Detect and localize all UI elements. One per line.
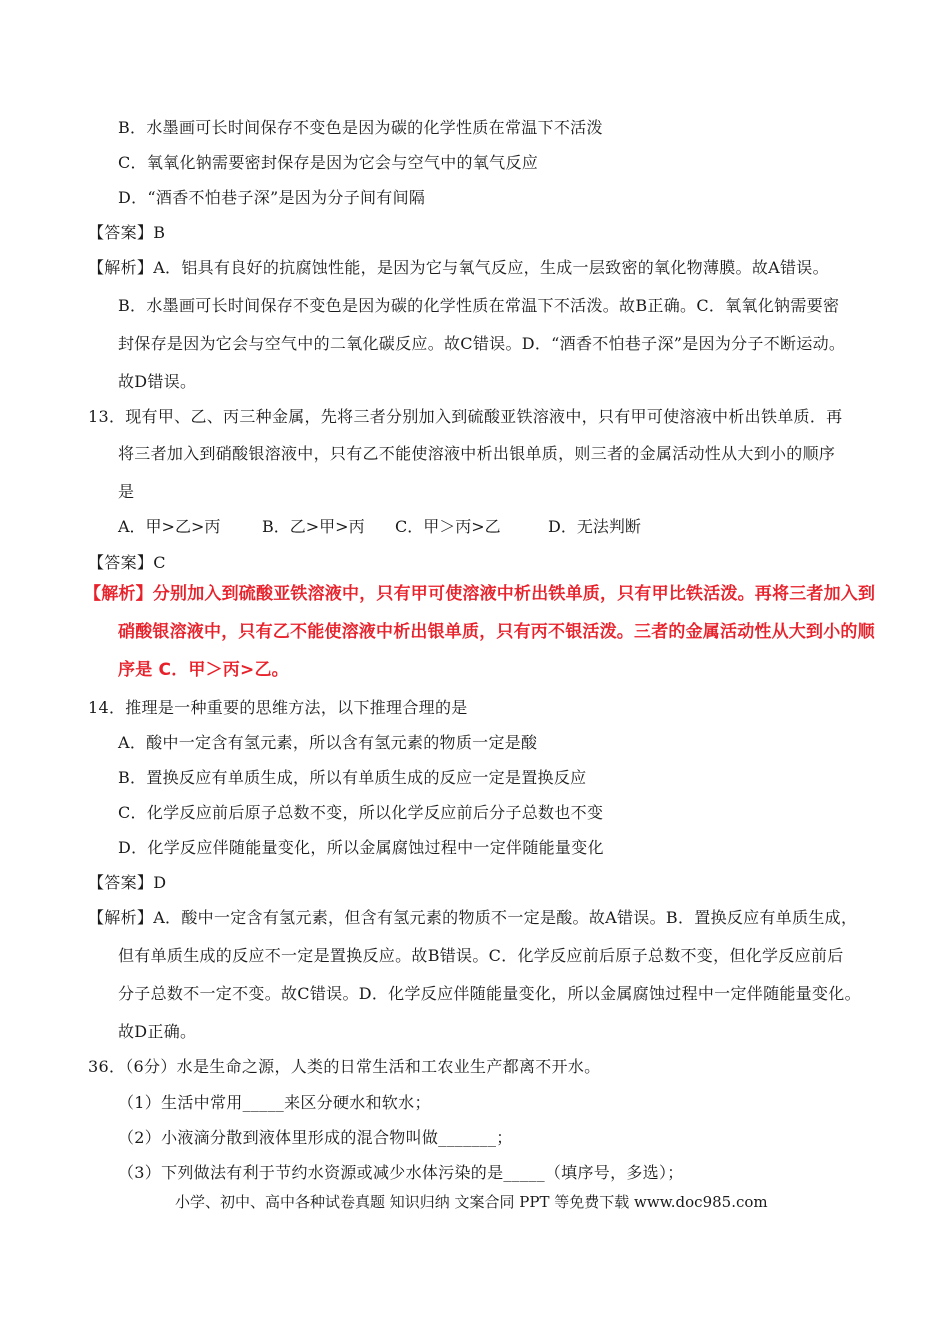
q13-stem-line-2: 将三者加入到硝酸银溶液中，只有乙不能使溶液中析出银单质，则三者的金属活动性从大到小的顺序 — [118, 444, 836, 463]
q13-option-a: A．甲>乙>丙 — [118, 517, 221, 536]
q13-answer: 【答案】C — [88, 553, 166, 572]
q13-analysis-line-3: 序是 C．甲＞丙>乙。 — [118, 660, 289, 680]
q13-option-d: D．无法判断 — [548, 517, 641, 536]
q12-option-b: B．水墨画可长时间保存不变色是因为碳的化学性质在常温下不活泼 — [118, 118, 603, 137]
q13-option-c: C．甲＞丙>乙 — [395, 517, 501, 536]
q12-analysis-line-1: 【解析】A．铝具有良好的抗腐蚀性能，是因为它与氧气反应，生成一层致密的氧化物薄膜。故A错误。 — [88, 258, 829, 277]
q14-option-b: B．置换反应有单质生成，所以有单质生成的反应一定是置换反应 — [118, 768, 587, 787]
q13-analysis-line-2: 硝酸银溶液中，只有乙不能使溶液中析出银单质，只有丙不银活泼。三者的金属活动性从大到小的顺 — [118, 622, 875, 642]
q12-analysis-line-3: 封保存是因为它会与空气中的二氧化碳反应。故C错误。D．“酒香不怕巷子深”是因为分子不断运动。 — [118, 334, 846, 353]
q12-analysis-line-2: B．水墨画可长时间保存不变色是因为碳的化学性质在常温下不活泼。故B正确。C．氧氧化钠需要密 — [118, 296, 840, 315]
q36-part-2: （2）小液滴分散到液体里形成的混合物叫做_______； — [118, 1128, 513, 1147]
q14-analysis-line-2: 但有单质生成的反应不一定是置换反应。故B错误。C．化学反应前后原子总数不变，但化学反应前后 — [118, 946, 844, 965]
q14-analysis-line-1: 【解析】A．酸中一定含有氢元素，但含有氢元素的物质不一定是酸。故A错误。B．置换反应有单质生成， — [88, 908, 858, 927]
page-footer: 小学、初中、高中各种试卷真题 知识归纳 文案合同 PPT 等免费下载 www.doc985.com — [175, 1193, 768, 1211]
q14-option-d: D．化学反应伴随能量变化，所以金属腐蚀过程中一定伴随能量变化 — [118, 838, 604, 857]
q12-answer: 【答案】B — [88, 223, 166, 242]
q36-part-3: （3）下列做法有利于节约水资源或减少水体污染的是_____（填序号，多选）； — [118, 1163, 684, 1182]
q14-analysis-line-3: 分子总数不一定不变。故C错误。D．化学反应伴随能量变化，所以金属腐蚀过程中一定伴随能量变化。 — [118, 984, 861, 1003]
q12-option-c: C．氧氧化钠需要密封保存是因为它会与空气中的氧气反应 — [118, 153, 539, 172]
q14-analysis-line-4: 故D正确。 — [118, 1022, 197, 1041]
q12-option-d: D．“酒香不怕巷子深”是因为分子间有间隔 — [118, 188, 426, 207]
q36-stem: 36．（6分）水是生命之源，人类的日常生活和工农业生产都离不开水。 — [88, 1057, 601, 1076]
q14-option-a: A．酸中一定含有氢元素，所以含有氢元素的物质一定是酸 — [118, 733, 538, 752]
q14-option-c: C．化学反应前后原子总数不变，所以化学反应前后分子总数也不变 — [118, 803, 604, 822]
q13-stem-line-1: 13．现有甲、乙、丙三种金属，先将三者分别加入到硫酸亚铁溶液中，只有甲可使溶液中析出铁单质．再 — [88, 407, 843, 426]
q14-stem: 14．推理是一种重要的思维方法，以下推理合理的是 — [88, 698, 468, 717]
q36-part-1: （1）生活中常用_____来区分硬水和软水； — [118, 1093, 431, 1112]
q12-analysis-line-4: 故D错误。 — [118, 372, 197, 391]
q13-stem-line-3: 是 — [118, 482, 135, 501]
q13-analysis-line-1: 【解析】分别加入到硫酸亚铁溶液中，只有甲可使溶液中析出铁单质，只有甲比铁活泼。再将三者加入到 — [84, 584, 876, 604]
q14-answer: 【答案】D — [88, 873, 167, 892]
q13-option-b: B．乙>甲>丙 — [262, 517, 365, 536]
